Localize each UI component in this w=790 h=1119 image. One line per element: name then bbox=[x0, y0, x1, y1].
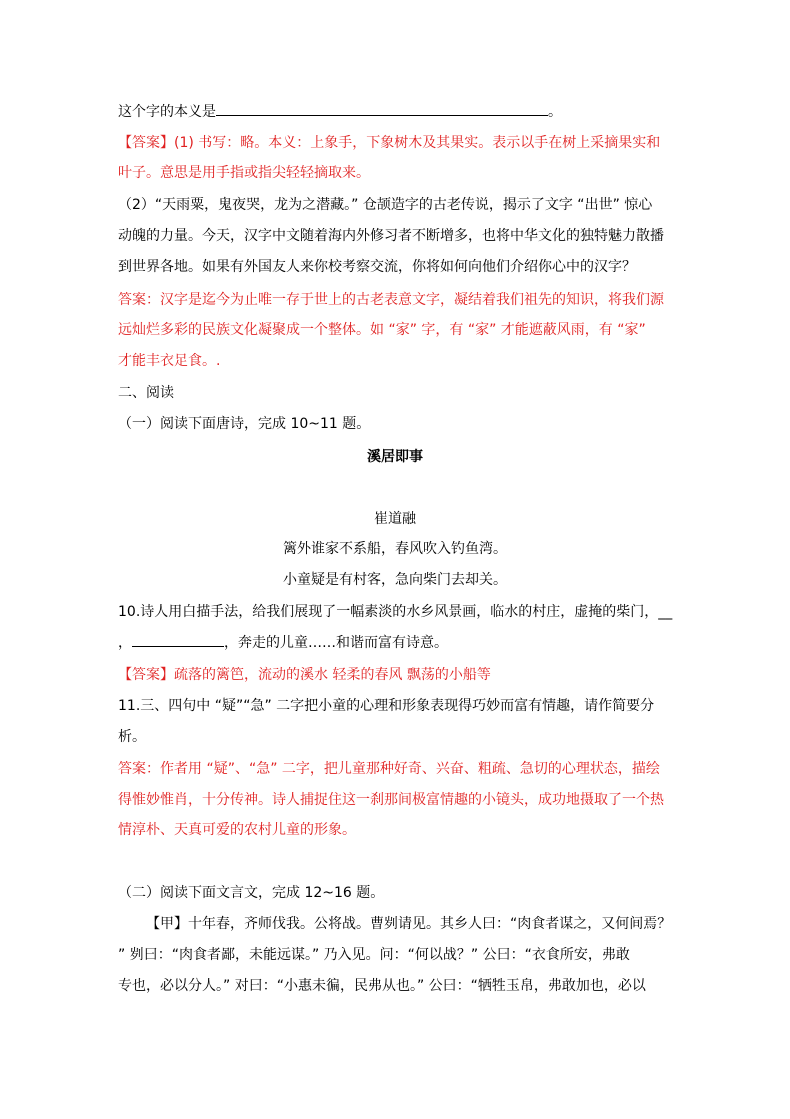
poem-line-1: 篱外谁家不系船，春风吹入钓鱼湾。 bbox=[283, 541, 507, 557]
answer-2-line-2: 远灿烂多彩的民族文化凝聚成一个整体。如 “家” 字，有 “家” 才能遮蔽风雨，有 “家” bbox=[118, 322, 646, 338]
answer-11-line-2: 得惟妙惟肖，十分传神。诗人捕捉住这一刹那间极富情趣的小镜头，成功地摄取了一个热 bbox=[118, 792, 664, 808]
passage-line-1: 【甲】十年春，齐师伐我。公将战。曹刿请见。其乡人曰：“肉食者谋之，又何间焉？ bbox=[146, 916, 672, 932]
part-1-intro: （一）阅读下面唐诗，完成 10~11 题。 bbox=[118, 416, 371, 432]
passage-line-3: 专也，必以分人。” 对曰：“小惠未徧，民弗从也。” 公曰：“牺牲玉帛，弗敢加也，必以 bbox=[118, 978, 646, 994]
part-2-intro: （二）阅读下面文言文，完成 12~16 题。 bbox=[118, 885, 385, 901]
poem-author: 崔道融 bbox=[374, 511, 416, 527]
answer-2-line-1: 答案：汉字是迄今为止唯一存于世上的古老表意文字，凝结着我们祖先的知识，将我们源 bbox=[118, 292, 664, 308]
question-2-line-3: 到世界各地。如果有外国友人来你校考察交流，你将如何向他们介绍你心中的汉字？ bbox=[118, 259, 636, 275]
question-10-line-1: 10.诗人用白描手法，给我们展现了一幅素淡的水乡风景画，临水的村庄，虚掩的柴门，__ bbox=[118, 604, 673, 620]
question-10-prefix: ， bbox=[118, 635, 132, 651]
section-heading-reading: 二、阅读 bbox=[118, 385, 174, 401]
question-meaning-suffix: 。 bbox=[548, 104, 562, 120]
answer-10: 【答案】疏落的篱笆，流动的溪水 轻柔的春风 飘荡的小船等 bbox=[118, 667, 491, 683]
answer-1-line-2: 叶子。意思是用手指或指尖轻轻摘取来。 bbox=[118, 165, 370, 181]
poem-title: 溪居即事 bbox=[367, 449, 423, 465]
answer-1-line-1: 【答案】(1) 书写：略。本义：上象手，下象树木及其果实。表示以手在树上采摘果实和 bbox=[118, 135, 661, 151]
fill-blank bbox=[132, 632, 224, 647]
question-10-suffix: ，奔走的儿童……和谐而富有诗意。 bbox=[224, 635, 448, 651]
question-10-line-2 bbox=[118, 632, 448, 653]
answer-11-line-3: 情淳朴、天真可爱的农村儿童的形象。 bbox=[118, 822, 356, 838]
poem-line-2: 小童疑是有村客，急向柴门去却关。 bbox=[283, 572, 507, 588]
question-2-line-1: （2）“天雨粟，鬼夜哭，龙为之潜藏。” 仓颉造字的古老传说，揭示了文字 “出世” 惊心 bbox=[118, 197, 653, 213]
answer-2-line-3: 才能丰衣足食。. bbox=[118, 353, 221, 369]
question-meaning-prefix: 这个字的本义是 bbox=[118, 104, 216, 120]
question-meaning-line bbox=[118, 101, 562, 122]
question-11-line-2: 析。 bbox=[118, 729, 146, 745]
answer-blank bbox=[216, 101, 548, 116]
question-2-line-2: 动魄的力量。今天，汉字中文随着海内外修习者不断增多，也将中华文化的独特魅力散播 bbox=[118, 228, 664, 244]
question-11-line-1: 11.三、四句中 “疑”“急” 二字把小童的心理和形象表现得巧妙而富有情趣，请作简要分 bbox=[118, 698, 655, 714]
passage-line-2: ” 刿曰：“肉食者鄙，未能远谋。” 乃入见。问：“何以战？” 公曰：“衣食所安，弗敢 bbox=[118, 947, 630, 963]
answer-11-line-1: 答案：作者用 “疑”、“急” 二字，把儿童那种好奇、兴奋、粗疏、急切的心理状态，描绘 bbox=[118, 761, 660, 777]
